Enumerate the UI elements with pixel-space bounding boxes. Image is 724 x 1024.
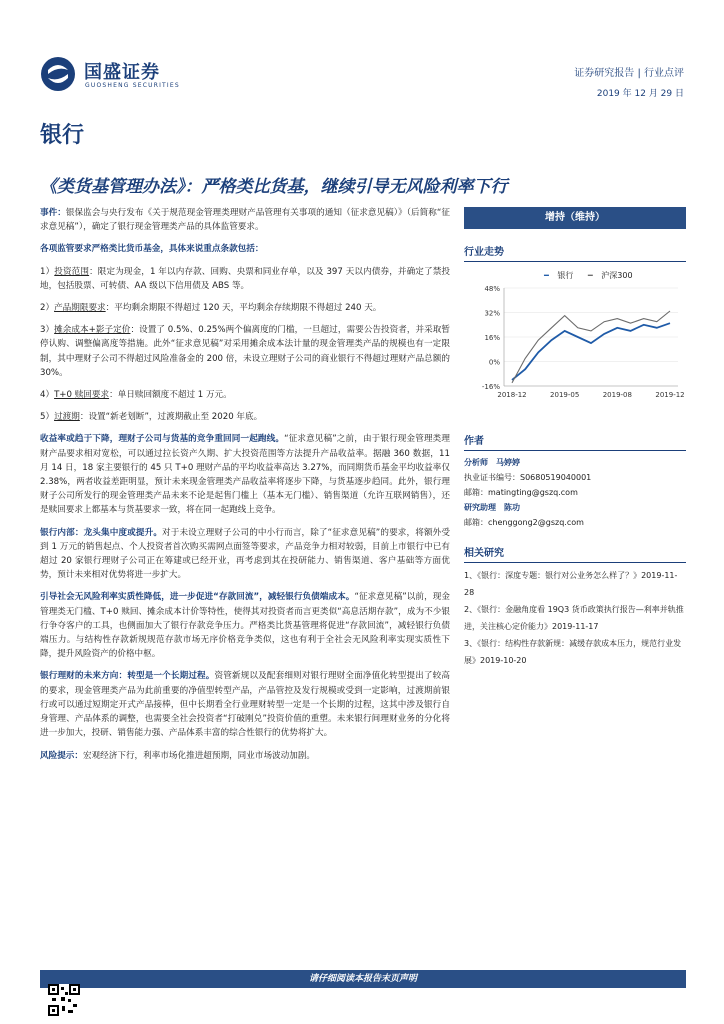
report-type: 证券研究报告 | 行业点评 bbox=[574, 68, 684, 79]
related-heading: 相关研究 bbox=[464, 544, 686, 563]
index-series-line bbox=[512, 311, 670, 383]
point-label: 摊余成本+影子定价 bbox=[54, 325, 131, 336]
y-tick-label: 32% bbox=[484, 309, 500, 318]
point-item: 2）产品期限要求：平均剩余期限不得超过 120 天，平均剩余存续期限不得超过 240 天。 bbox=[40, 303, 382, 314]
footer-notice: 请仔细阅读本报告末页声明 bbox=[40, 970, 686, 988]
analysis-paragraph: 银行内部：龙头集中度或提升。对于未设立理财子公司的中小行而言，除了“征求意见稿”的要求，将额外受到 1 万元的销售起点、个人投资者首次购买需网点面签等要求，产品竞争力相对较弱，目前上市银行中已有超过 20 家银行理财子公司正在筹建或已经开业，再考虑到其在投研能力、销售渠道、客户基础等方面优势，预计未来相对优势将进一步扩大。 bbox=[40, 527, 450, 581]
related-item[interactable]: 1、《银行：深度专题：银行对公业务怎么样了？》2019-11-28 bbox=[464, 571, 678, 597]
rating-badge: 增持（维持） bbox=[464, 207, 686, 229]
bank-series-line bbox=[512, 323, 670, 380]
legend-bank: ━ 银行 bbox=[544, 271, 574, 280]
x-tick-label: 2019-12 bbox=[655, 391, 685, 399]
trend-chart-svg bbox=[464, 266, 686, 418]
event-label: 事件： bbox=[40, 208, 66, 218]
guosheng-logo-icon bbox=[40, 56, 76, 92]
x-tick-label: 2019-08 bbox=[602, 391, 632, 399]
cert-number: 执业证书编号：S0680519040001 bbox=[464, 473, 592, 482]
logo-text-en: GUOSHENG SECURITIES bbox=[85, 82, 180, 89]
logo-text-cn: 国盛证券 bbox=[84, 62, 160, 83]
point-label: 过渡期 bbox=[54, 412, 80, 423]
point-item: 5）过渡期：设置“新老划断”，过渡期截止至 2020 年底。 bbox=[40, 412, 263, 423]
main-content bbox=[40, 206, 450, 771]
event-paragraph bbox=[40, 206, 450, 234]
analyst-email[interactable]: 邮箱：matingting@gszq.com bbox=[464, 488, 578, 497]
analysis-paragraph: 银行理财的未来方向：转型是一个长期过程。资管新规以及配套细则对银行理财全面净值化转型提出了较高的要求，现金管理类产品为此前重要的净值型转型产品，产品管控及发行规模或受到一定影响，过渡期前银行或可以通过短期定开式产品接棒，但中长期看全行业理财转型一定是一个长期的过程，这其中涉及银行自身管理、产品体系的调整，也需要全社会投资者“打破刚兑”投资价值的重塑。未来银行间理财业务的分化将进一步加大，投研、销售能力强、产品体系丰富的综合性银行的优势将扩大。 bbox=[40, 671, 450, 739]
author-heading: 作者 bbox=[464, 432, 686, 451]
analysis-paragraph: 收益率或趋于下降，理财子公司与货基的竞争重回同一起跑线。“征求意见稿”之前，由于银行现金管理类理财产品要求相对宽松，可以通过拉长资产久期、扩大投资范围等方法提升产品收益率。据融 360 数据，11 月 14 日，18 家主要银行的 45 只 T+0 理财产品的平均收益率高达 3.27%，而同期货币基金平均收益率仅 2.38%，两者收益差距明显，预计未来现金管理类产品收益率将逐步下降，与货基逐步趋同。此外，银行理财子公司所发行的现金管理类产品未来不论是起售门槛上（基本无门槛）、销售渠道（允许互联网销售），还是赎回要求上都基本与货基要求一致，将在同一起跑线上竞争。 bbox=[40, 434, 450, 516]
assistant-line: 研究助理 陈功 bbox=[464, 503, 520, 512]
trend-heading: 行业走势 bbox=[464, 243, 686, 262]
point-item: 3）摊余成本+影子定价：设置了 0.5%、0.25%两个偏离度的门槛，一旦超过，需要公告投资者，并采取暂停认购、调整偏离度等措施。此外“征求意见稿”对采用摊余成本法计量的现金管理类产品的规模也有一定限制，其中理财子公司不得超过风险准备金的 200 倍，未设立理财子公司的商业银行不得超过理财产品总额的 30%。 bbox=[40, 325, 451, 378]
legend-index: ━ 沪深300 bbox=[587, 271, 633, 280]
report-date: 2019 年 12 月 29 日 bbox=[596, 89, 684, 99]
y-tick-label: 48% bbox=[484, 285, 500, 293]
point-label: 产品期限要求 bbox=[54, 303, 106, 314]
point-item: 4）T+0 赎回要求：单日赎回额度不超过 1 万元。 bbox=[40, 390, 232, 401]
risk-paragraph: 风险提示：宏观经济下行，利率市场化推进超预期，同业市场波动加剧。 bbox=[40, 750, 316, 761]
point-item: 1）投资范围：限定为现金，1 年以内存款、回购、央票和同业存单，以及 397 天以内债券，并确定了禁投地，包括股票、可转债、AA 级以下信用债及 ABS 等。 bbox=[40, 266, 450, 291]
report-title: 《类货基管理办法》：严格类比货基，继续引导无风险利率下行 bbox=[40, 177, 508, 197]
x-tick-label: 2019-05 bbox=[550, 391, 580, 399]
industry-label: 银行 bbox=[40, 123, 85, 148]
trend-chart bbox=[464, 266, 686, 418]
sidebar bbox=[464, 206, 686, 669]
y-tick-label: 16% bbox=[484, 334, 500, 342]
company-logo bbox=[40, 56, 190, 96]
point-label: T+0 赎回要求 bbox=[54, 390, 110, 401]
assistant-email[interactable]: 邮箱：chenggong2@gszq.com bbox=[464, 518, 584, 527]
related-item[interactable]: 2、《银行：金融角度看 19Q3 货币政策执行报告—利率并轨推进，关注核心定价能力》2019-11-17 bbox=[464, 605, 684, 631]
chart-legend bbox=[544, 270, 645, 281]
event-text: 银保监会与央行发布《关于规范现金管理类理财产品管理有关事项的通知（征求意见稿）》（后简称“征求意见稿”），确定了银行现金管理类产品的具体监管要求。 bbox=[40, 208, 450, 233]
point-label: 投资范围 bbox=[54, 266, 90, 277]
y-tick-label: -16% bbox=[481, 383, 500, 391]
points-heading: 各项监管要求严格类比货币基金，具体来说重点条款包括： bbox=[40, 244, 264, 255]
qr-code-icon bbox=[48, 984, 80, 1016]
y-tick-label: 0% bbox=[488, 358, 500, 367]
analysis-paragraph: 引导社会无风险利率实质性降低，进一步促进“存款回流”，减轻银行负债端成本。“征求意见稿”以前，现金管理类无门槛、T+0 赎回、摊余成本计价等特性，使得其对投资者而言更类似“高息活期存款”，成为不少银行争夺客户的工具，也侧面加大了银行存款竞争压力。严格类比货基管理将促进“存款回流”，减轻银行负债端压力。与结构性存款新规规范存款市场无序价格竞争类似，这也有利于全社会无风险利率实现实质性下降，提升风险资产的价格中枢。 bbox=[40, 592, 450, 660]
related-item[interactable]: 3、《银行：结构性存款新规：减缓存款成本压力，规范行业发展》2019-10-20 bbox=[464, 639, 682, 665]
x-tick-label: 2018-12 bbox=[497, 391, 527, 399]
analyst-line: 分析师 马婷婷 bbox=[464, 458, 520, 467]
